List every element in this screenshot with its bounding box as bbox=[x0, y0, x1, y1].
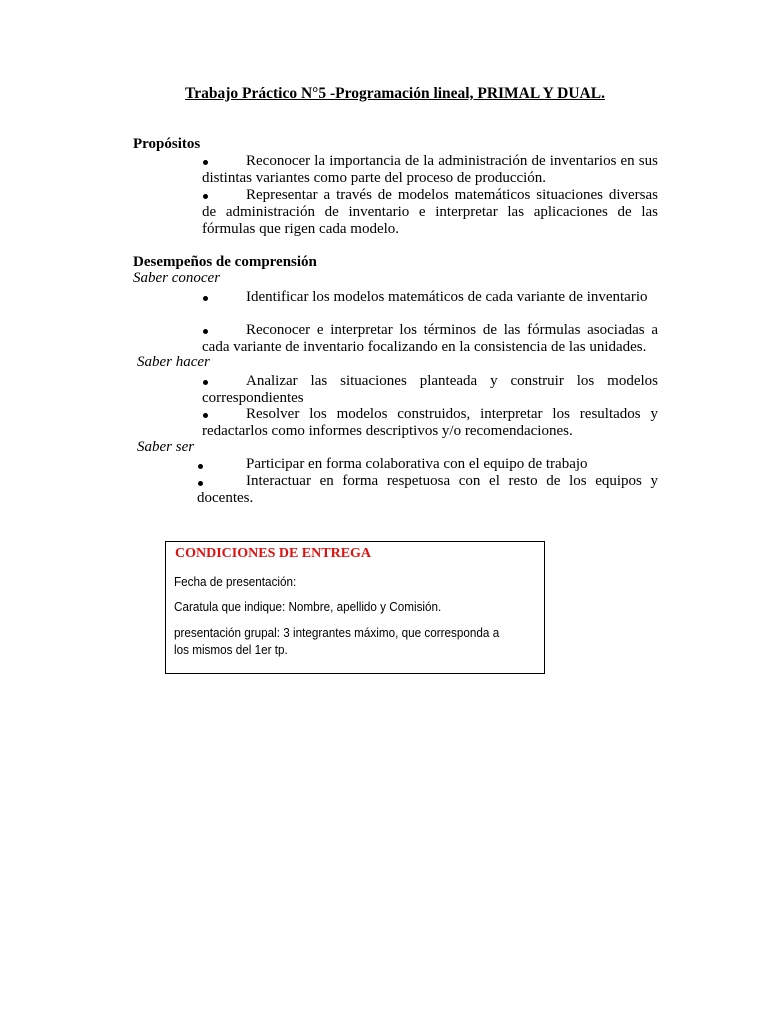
saber-ser-item-2: Interactuar en forma respetuosa con el resto de los equipos y docentes. bbox=[197, 473, 658, 506]
desempenos-heading: Desempeños de comprensión bbox=[133, 254, 317, 270]
caratula-line: Caratula que indique: Nombre, apellido y Comisión. bbox=[174, 599, 442, 614]
presentacion-grupal-line: presentación grupal: 3 integrantes máximo, que corresponda a bbox=[174, 625, 500, 640]
saber-hacer-item-1: Analizar las situaciones planteada y construir los modelos correspondientes bbox=[202, 373, 658, 406]
condiciones-box bbox=[165, 541, 545, 674]
condiciones-title: CONDICIONES DE ENTREGA bbox=[175, 546, 372, 561]
fecha-presentacion-line: Fecha de presentación: bbox=[174, 574, 297, 589]
saber-hacer-item-2: Resolver los modelos construidos, interpretar los resultados y redactarlos como informes descriptivos y/o recomendaciones. bbox=[202, 406, 658, 439]
document-title: Trabajo Práctico N°5 -Programación lineal, PRIMAL Y DUAL. bbox=[185, 85, 605, 102]
saber-conocer-item-1: Identificar los modelos matemáticos de cada variante de inventario bbox=[246, 289, 648, 305]
propositos-heading: Propósitos bbox=[133, 136, 201, 152]
saber-ser-label: Saber ser bbox=[137, 439, 195, 455]
saber-hacer-label: Saber hacer bbox=[137, 354, 210, 370]
proposito-item-2: Representar a través de modelos matemáticos situaciones diversas de administración de inventario e interpretar las aplicaciones de las fórmulas que rigen cada modelo. bbox=[202, 187, 658, 237]
saber-conocer-item-2: Reconocer e interpretar los términos de las fórmulas asociadas a cada variante de inventario focalizando en la consistencia de las unidades. bbox=[202, 322, 658, 355]
proposito-item-1: Reconocer la importancia de la administración de inventarios en sus distintas variantes como parte del proceso de producción. bbox=[202, 153, 658, 186]
saber-ser-item-1: Participar en forma colaborativa con el equipo de trabajo bbox=[246, 456, 588, 472]
integrantes-line: los mismos del 1er tp. bbox=[174, 642, 288, 657]
saber-conocer-label: Saber conocer bbox=[133, 270, 221, 286]
